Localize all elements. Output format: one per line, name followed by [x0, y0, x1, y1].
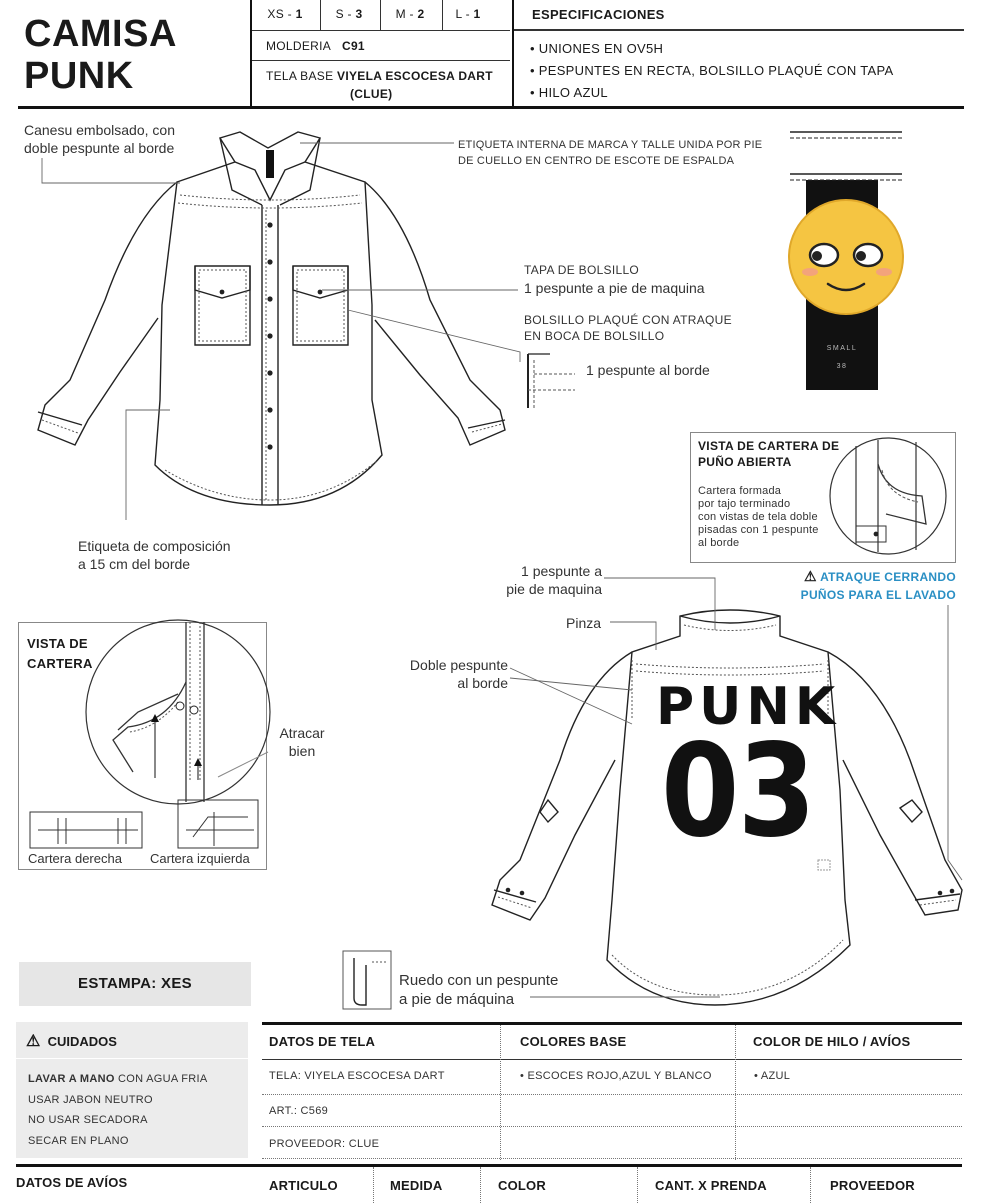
th-medida: MEDIDA — [390, 1178, 443, 1193]
th-colores-base: COLORES BASE — [520, 1034, 627, 1049]
note-bolsillo-plaque: BOLSILLO PLAQUÉ CON ATRAQUE EN BOCA DE BOLSILLO — [524, 313, 732, 343]
size-s: S - 3 — [335, 7, 363, 21]
note-etiqueta-composicion: Etiqueta de composición a 15 cm del borde — [78, 538, 231, 572]
print-number: 03 — [661, 717, 815, 866]
note-back-pespunte: 1 pespunte a pie de maquina — [506, 563, 602, 597]
hem-detail-drawing — [342, 950, 392, 1010]
spec-list: • UNIONES EN OV5H • PESPUNTES EN RECTA, BOLSILLO PLAQUÉ CON TAPA • HILO AZUL — [530, 41, 894, 100]
avios-title: DATOS DE AVÍOS — [16, 1175, 128, 1190]
note-etiqueta-interna: ETIQUETA INTERNA DE MARCA Y TALLE UNIDA POR PIE DE CUELLO EN CENTRO DE ESCOTE DE ESPALDA — [458, 139, 763, 167]
title-line2: PUNK — [24, 55, 134, 97]
note-doble-pespunte: Doble pespunte al borde — [409, 657, 508, 691]
th-color: COLOR — [498, 1178, 546, 1193]
size-xs: XS - 1 — [267, 7, 303, 21]
label-cartera-izquierda: Cartera izquierda — [150, 851, 250, 866]
tela-table-top-rule — [262, 1022, 962, 1025]
td-art: ART.: C569 — [269, 1105, 329, 1117]
print-punk: PUNK — [656, 677, 841, 737]
vista-cartera-title: VISTA DE CARTERA — [27, 636, 93, 671]
note-tapa-bolsillo: TAPA DE BOLSILLO 1 pespunte a pie de maquina — [524, 263, 705, 296]
label-tag-size: SMALL 38 — [826, 345, 858, 370]
warning-atraque: ⚠ ATRAQUE CERRANDO PUÑOS PARA EL LAVADO — [800, 568, 956, 602]
tela-row: TELA BASE VIYELA ESCOCESA DART (CLUE) — [266, 69, 493, 101]
td-colores: • ESCOCES ROJO,AZUL Y BLANCO — [520, 1070, 712, 1082]
th-articulo: ARTICULO — [269, 1178, 338, 1193]
note-canesu: Canesu embolsado, con doble pespunte al borde — [24, 122, 175, 156]
avios-top-rule — [16, 1164, 962, 1167]
label-cartera-derecha: Cartera derecha — [28, 851, 122, 866]
th-color-hilo: COLOR DE HILO / AVÍOS — [753, 1034, 911, 1049]
note-pinza: Pinza — [566, 615, 602, 631]
size-l: L - 1 — [455, 7, 481, 21]
vista-cartera-puno-text: Cartera formada por tajo terminado con vistas de tela doble pisadas con 1 pespunte al borde — [698, 485, 819, 549]
warning-icon: ⚠ — [804, 568, 817, 584]
note-atracar: Atracar bien — [279, 725, 325, 759]
th-proveedor: PROVEEDOR — [830, 1178, 915, 1193]
vista-cartera-puno-title: VISTA DE CARTERA DE PUÑO ABIERTA — [698, 439, 840, 469]
placket-detail-drawing — [18, 622, 278, 872]
molderia-row: MOLDERIA C91 — [266, 39, 365, 53]
th-cant-prenda: CANT. X PRENDA — [655, 1178, 767, 1193]
estampa-label: ESTAMPA: XES — [78, 975, 192, 992]
size-m: M - 2 — [395, 7, 425, 21]
cuidados-title: ⚠ CUIDADOS — [26, 1033, 117, 1050]
title-line1: CAMISA — [24, 13, 177, 55]
spec-title: ESPECIFICACIONES — [532, 7, 665, 22]
note-ruedo: Ruedo con un pespunte a pie de máquina — [399, 972, 559, 1008]
note-pespunte-borde: 1 pespunte al borde — [586, 362, 710, 378]
cuidados-list: LAVAR A MANO CON AGUA FRIA USAR JABON NEUTRO NO USAR SECADORA SECAR EN PLANO — [28, 1073, 208, 1147]
warning-icon: ⚠ — [26, 1033, 41, 1050]
td-hilo: • AZUL — [754, 1070, 791, 1082]
td-proveedor: PROVEEDOR: CLUE — [269, 1138, 380, 1150]
td-tela: TELA: VIYELA ESCOCESA DART — [269, 1070, 445, 1082]
th-datos-tela: DATOS DE TELA — [269, 1034, 376, 1049]
